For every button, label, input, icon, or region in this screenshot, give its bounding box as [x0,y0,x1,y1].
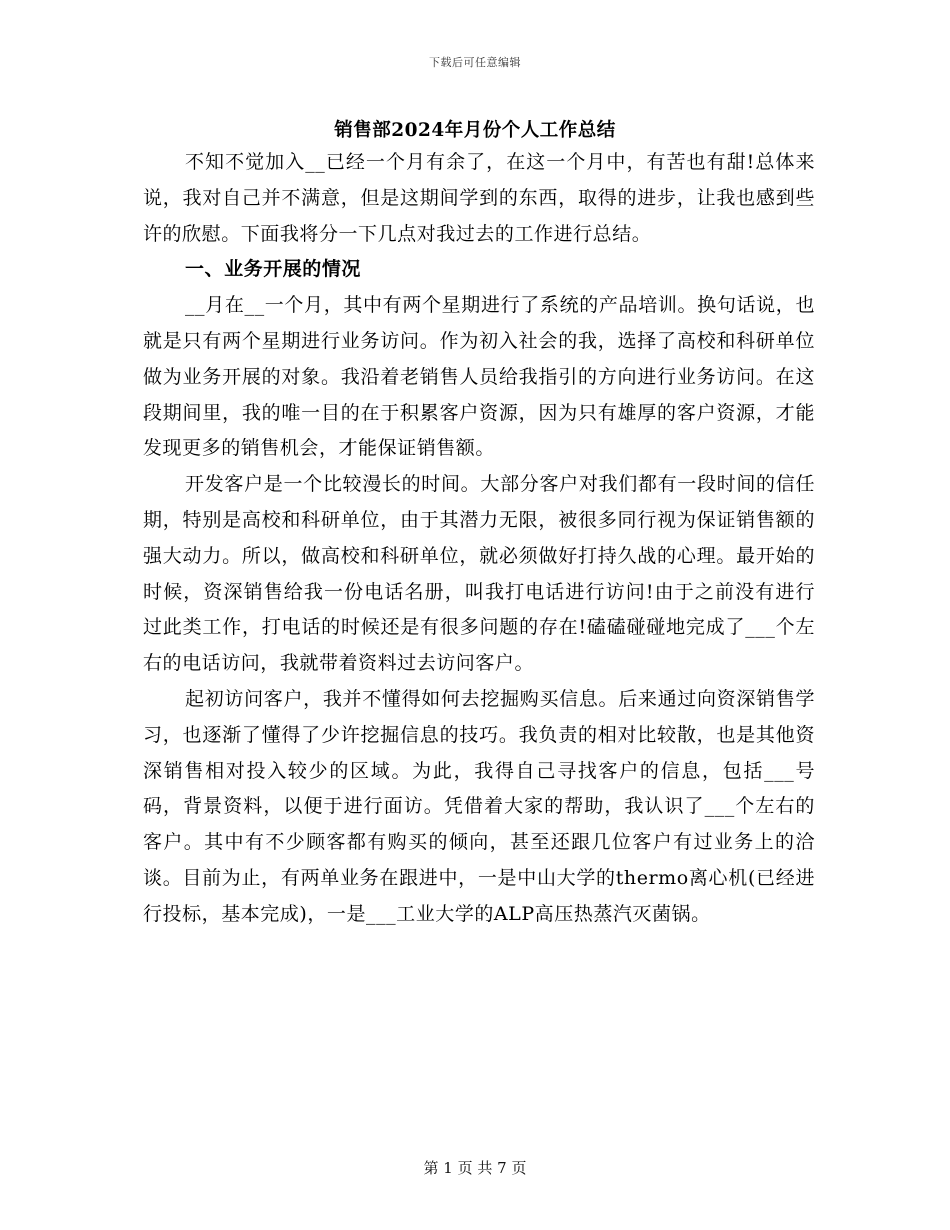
body-paragraph: 开发客户是一个比较漫长的时间。大部分客户对我们都有一段时间的信任期，特别是高校和科研单位，由于其潜力无限，被很多同行视为保证销售额的强大动力。所以，做高校和科研单位，就必须做好打持久战的心理。最开始的时候，资深销售给我一份电话名册，叫我打电话进行访问!由于之前没有进行过此类工作，打电话的时候还是有很多问题的存在!磕磕碰碰地完成了___个左右的电话访问，我就带着资料过去访问客户。 [143,473,815,675]
page-number: 第 1 页 共 7 页 [423,1159,527,1177]
body-paragraph: __月在__一个月，其中有两个星期进行了系统的产品培训。换句话说，也就是只有两个星期进行业务访问。作为初入社会的我，选择了高校和科研单位做为业务开展的对象。我沿着老销售人员给我指引的方向进行业务访问。在这段期间里，我的唯一目的在于积累客户资源，因为只有雄厚的客户资源，才能发现更多的销售机会，才能保证销售额。 [143,294,815,460]
section-heading: 一、业务开展的情况 [185,258,361,281]
header-note: 下载后可任意编辑 [429,56,521,69]
document-title: 销售部2024年月份个人工作总结 [334,120,616,141]
document-body [143,145,815,933]
intro-paragraph: 不知不觉加入__已经一个月有余了，在这一个月中，有苦也有甜!总体来说，我对自己并不满意，但是这期间学到的东西，取得的进步，让我也感到些许的欣慰。下面我将分一下几点对我过去的工作进行总结。 [143,151,815,245]
body-paragraph: 起初访问客户，我并不懂得如何去挖掘购买信息。后来通过向资深销售学习，也逐渐了懂得了少许挖掘信息的技巧。我负责的相对比较散，也是其他资深销售相对投入较少的区域。为此，我得自己寻找客户的信息，包括___号码，背景资料，以便于进行面访。凭借着大家的帮助，我认识了___个左右的客户。其中有不少顾客都有购买的倾向，甚至还跟几位客户有过业务上的洽谈。目前为止，有两单业务在跟进中，一是中山大学的thermo离心机(已经进行投标，基本完成)，一是___工业大学的ALP高压热蒸汽灭菌锅。 [143,687,815,925]
